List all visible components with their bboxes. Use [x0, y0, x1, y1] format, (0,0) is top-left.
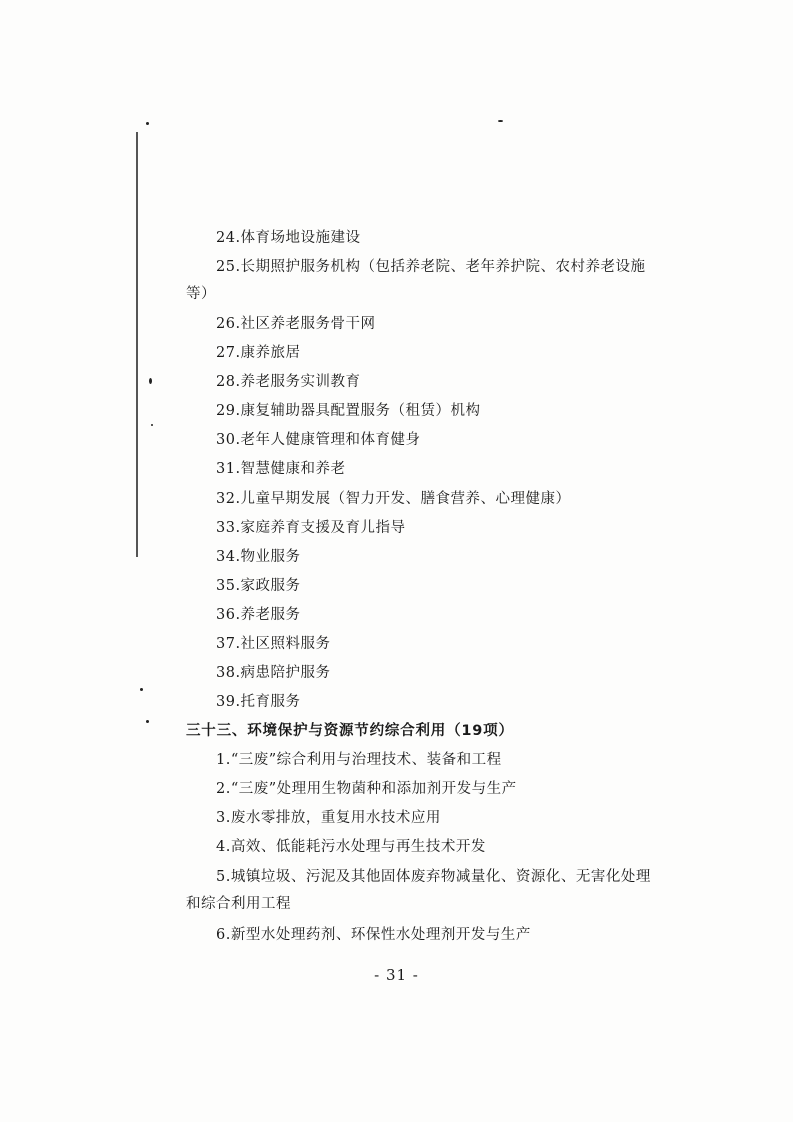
list-item: 5.城镇垃圾、污泥及其他固体废弃物减量化、资源化、无害化处理	[216, 869, 651, 885]
list-item: 31.智慧健康和养老	[216, 461, 346, 477]
scan-speck	[151, 424, 153, 426]
list-item: 35.家政服务	[216, 578, 301, 594]
scan-speck	[140, 688, 143, 691]
list-item: 39.托育服务	[216, 694, 301, 710]
list-item: 38.病患陪护服务	[216, 665, 331, 681]
list-item: 2.“三废”处理用生物菌种和添加剂开发与生产	[216, 781, 517, 797]
list-item: 26.社区养老服务骨干网	[216, 316, 376, 332]
list-item: 25.长期照护服务机构（包括养老院、老年养护院、农村养老设施	[216, 259, 646, 275]
list-item-continuation: 等）	[186, 286, 216, 302]
list-item: 34.物业服务	[216, 549, 301, 565]
list-item: 28.养老服务实训教育	[216, 374, 361, 390]
list-item: 37.社区照料服务	[216, 636, 331, 652]
list-item: 30.老年人健康管理和体育健身	[216, 432, 421, 448]
list-item-continuation: 和综合利用工程	[186, 896, 291, 912]
list-item: 3.废水零排放，重复用水技术应用	[216, 810, 441, 826]
page-number: - 31 -	[374, 966, 419, 984]
scan-speck	[498, 120, 503, 122]
list-item: 27.康养旅居	[216, 345, 301, 361]
list-item: 29.康复辅助器具配置服务（租赁）机构	[216, 403, 481, 419]
scan-speck	[146, 720, 149, 723]
scan-speck	[149, 378, 152, 384]
binding-margin-line	[136, 132, 138, 557]
list-item: 1.“三废”综合利用与治理技术、装备和工程	[216, 752, 502, 768]
section-heading: 三十三、环境保护与资源节约综合利用（19项）	[186, 723, 514, 739]
list-item: 4.高效、低能耗污水处理与再生技术开发	[216, 839, 486, 855]
scan-speck	[146, 122, 149, 125]
list-item: 24.体育场地设施建设	[216, 230, 361, 246]
list-item: 36.养老服务	[216, 607, 301, 623]
list-item: 33.家庭养育支援及育儿指导	[216, 520, 406, 536]
list-item: 32.儿童早期发展（智力开发、膳食营养、心理健康）	[216, 491, 571, 507]
list-item: 6.新型水处理药剂、环保性水处理剂开发与生产	[216, 927, 531, 943]
